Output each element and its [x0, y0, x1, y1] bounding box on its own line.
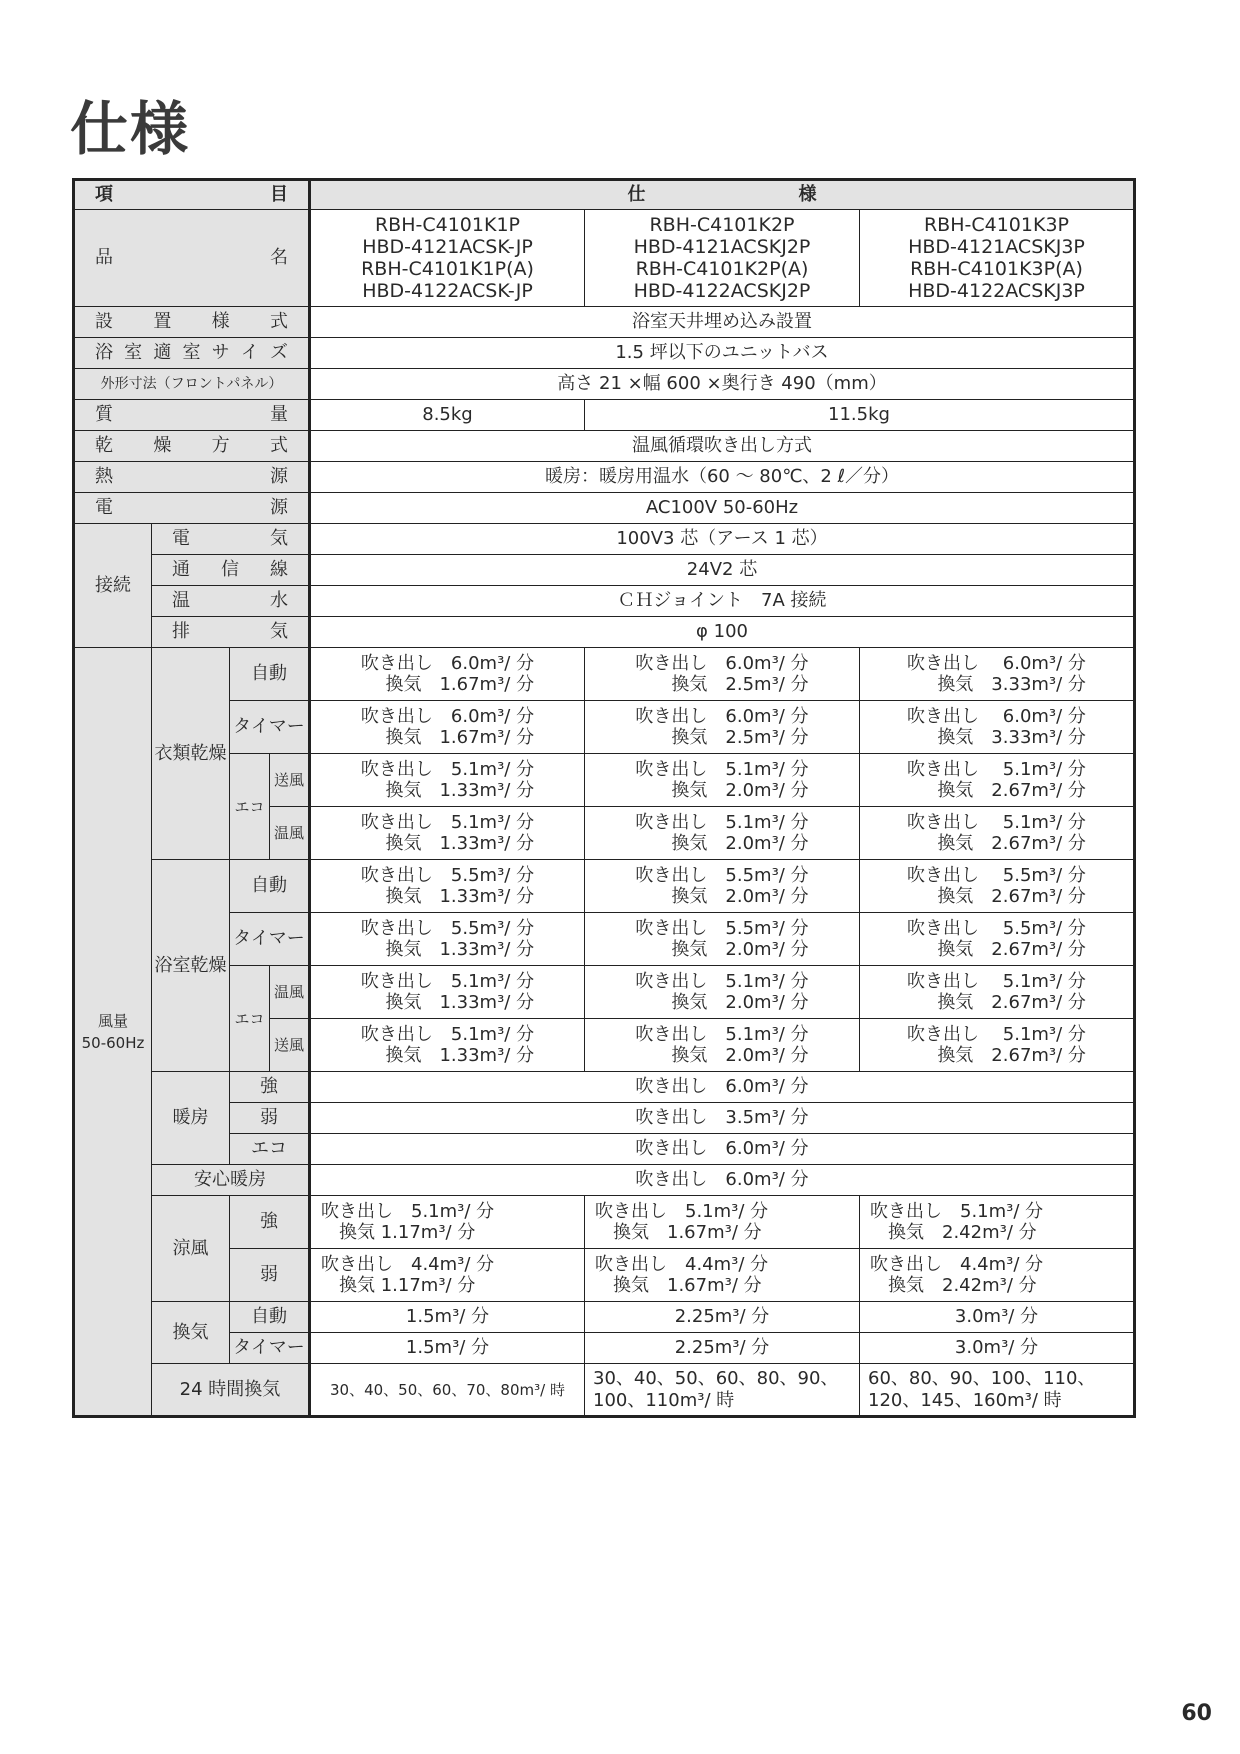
label-setchi: 設 置 様 式: [74, 307, 310, 338]
label-ryofu: 涼風: [152, 1196, 230, 1302]
flow-cell: 吹き出し 5.1m³/ 分 換気 1.33m³/ 分: [310, 754, 585, 807]
value-danbo-kyo: 吹き出し 6.0m³/ 分: [310, 1072, 1135, 1103]
flow-cell: 吹き出し 5.5m³/ 分 換気 2.0m³/ 分: [585, 860, 860, 913]
value-gaikei: 高さ 21 ×幅 600 ×奥行き 490（mm）: [310, 369, 1135, 400]
flow-cell: 吹き出し 4.4m³/ 分 換気 1.17m³/ 分: [310, 1249, 585, 1302]
label-yokushitsu-kanso: 浴室乾燥: [152, 860, 230, 1072]
value-dengen: AC100V 50-60Hz: [310, 493, 1135, 524]
flow-cell: 吹き出し 5.1m³/ 分 換気 2.67m³/ 分: [860, 807, 1135, 860]
label-jaku: 弱: [230, 1103, 310, 1134]
flow-cell: 吹き出し 4.4m³/ 分 換気 2.42m³/ 分: [860, 1249, 1135, 1302]
row-dengen: [74, 493, 1135, 524]
flow-cell: 吹き出し 5.5m³/ 分 換気 1.33m³/ 分: [310, 913, 585, 966]
value-tsushin: 24V2 芯: [310, 555, 1135, 586]
flow-cell: 吹き出し 5.1m³/ 分 換気 2.67m³/ 分: [860, 754, 1135, 807]
row-danbo-jaku: [74, 1103, 1135, 1134]
row-weight: [74, 400, 1135, 431]
row-kanso: [74, 431, 1135, 462]
label-irui: 衣類乾燥: [152, 648, 230, 860]
label-size: 浴 室 適 室 サ イ ズ: [74, 338, 310, 369]
flow-cell: 吹き出し 5.1m³/ 分 換気 2.0m³/ 分: [585, 1019, 860, 1072]
model-cell: RBH-C4101K1P HBD-4121ACSK-JP RBH-C4101K1P(A) HBD-4122ACSK-JP: [310, 210, 585, 307]
value-onsui: ＣＨジョイント 7A 接続: [310, 586, 1135, 617]
value-denki: 100V3 芯（アース 1 芯）: [310, 524, 1135, 555]
header-spec: 仕 様: [310, 180, 1135, 210]
row-setchi: [74, 307, 1135, 338]
label-eco: エコ: [230, 966, 270, 1072]
value-weight-1: 8.5kg: [310, 400, 585, 431]
row-conn-haiki: [74, 617, 1135, 648]
model-cell: RBH-C4101K2P HBD-4121ACSKJ2P RBH-C4101K2P(A) HBD-4122ACSKJ2P: [585, 210, 860, 307]
label-gaikei: 外形寸法（フロントパネル）: [74, 369, 310, 400]
flow-cell: 吹き出し 5.1m³/ 分 換気 1.17m³/ 分: [310, 1196, 585, 1249]
label-conn-onsui: 温 水: [152, 586, 310, 617]
flow-cell: 吹き出し 6.0m³/ 分 換気 2.5m³/ 分: [585, 648, 860, 701]
value-kanki: 3.0m³/ 分: [860, 1333, 1135, 1364]
flow-cell: 吹き出し 6.0m³/ 分 換気 3.33m³/ 分: [860, 648, 1135, 701]
row-netsugen: [74, 462, 1135, 493]
label-timer: タイマー: [230, 1333, 310, 1364]
value-kanki24: 30、40、50、60、80、90、 100、110m³/ 時: [585, 1364, 860, 1417]
label-kyo: 強: [230, 1072, 310, 1103]
row-gaikei: [74, 369, 1135, 400]
header-row: [74, 180, 1135, 210]
label-netsugen: 熱 源: [74, 462, 310, 493]
value-kanki24: 60、80、90、100、110、 120、145、160m³/ 時: [860, 1364, 1135, 1417]
row-conn-onsui: [74, 586, 1135, 617]
value-weight-2: 11.5kg: [585, 400, 1135, 431]
flow-cell: 吹き出し 5.1m³/ 分 換気 2.0m³/ 分: [585, 754, 860, 807]
value-anshin: 吹き出し 6.0m³/ 分: [310, 1165, 1135, 1196]
value-kanki: 2.25m³/ 分: [585, 1302, 860, 1333]
flow-cell: 吹き出し 5.1m³/ 分 換気 2.0m³/ 分: [585, 807, 860, 860]
flow-cell: 吹き出し 5.1m³/ 分 換気 2.42m³/ 分: [860, 1196, 1135, 1249]
value-haiki: φ 100: [310, 617, 1135, 648]
row-yoku-timer: [74, 913, 1135, 966]
row-ryofu-kyo: [74, 1196, 1135, 1249]
header-item: 項 目: [74, 180, 310, 210]
label-onpu: 温風: [270, 807, 310, 860]
flow-cell: 吹き出し 5.1m³/ 分 換気 2.67m³/ 分: [860, 1019, 1135, 1072]
page-title: 仕様: [70, 95, 191, 163]
label-jido: 自動: [230, 648, 310, 701]
spec-table: [72, 178, 1136, 1418]
label-jaku: 弱: [230, 1249, 310, 1302]
row-ryofu-jaku: [74, 1249, 1135, 1302]
label-anshin: 安心暖房: [152, 1165, 310, 1196]
row-irui-eco-sofu: [74, 754, 1135, 807]
value-size: 1.5 坪以下のユニットバス: [310, 338, 1135, 369]
row-irui-jido: [74, 648, 1135, 701]
row-size: [74, 338, 1135, 369]
label-eco: エコ: [230, 754, 270, 860]
flow-cell: 吹き出し 5.1m³/ 分 換気 2.67m³/ 分: [860, 966, 1135, 1019]
value-kanki: 3.0m³/ 分: [860, 1302, 1135, 1333]
value-setchi: 浴室天井埋め込み設置: [310, 307, 1135, 338]
label-danbo: 暖房: [152, 1072, 230, 1165]
label-kyo: 強: [230, 1196, 310, 1249]
label-dengen: 電 源: [74, 493, 310, 524]
model-row: [74, 210, 1135, 307]
value-danbo-eco: 吹き出し 6.0m³/ 分: [310, 1134, 1135, 1165]
row-anshin: [74, 1165, 1135, 1196]
row-kanki24: [74, 1364, 1135, 1417]
value-kanki: 2.25m³/ 分: [585, 1333, 860, 1364]
label-timer: タイマー: [230, 701, 310, 754]
flow-cell: 吹き出し 4.4m³/ 分 換気 1.67m³/ 分: [585, 1249, 860, 1302]
value-kanso: 温風循環吹き出し方式: [310, 431, 1135, 462]
flow-cell: 吹き出し 5.5m³/ 分 換気 2.67m³/ 分: [860, 860, 1135, 913]
flow-cell: 吹き出し 5.1m³/ 分 換気 1.33m³/ 分: [310, 966, 585, 1019]
flow-cell: 吹き出し 6.0m³/ 分 換気 3.33m³/ 分: [860, 701, 1135, 754]
label-timer: タイマー: [230, 913, 310, 966]
flow-cell: 吹き出し 6.0m³/ 分 換気 1.67m³/ 分: [310, 648, 585, 701]
flow-cell: 吹き出し 5.1m³/ 分 換気 1.67m³/ 分: [585, 1196, 860, 1249]
flow-cell: 吹き出し 6.0m³/ 分 換気 1.67m³/ 分: [310, 701, 585, 754]
label-weight: 質 量: [74, 400, 310, 431]
label-sofu: 送風: [270, 754, 310, 807]
row-yoku-jido: [74, 860, 1135, 913]
flow-cell: 吹き出し 5.1m³/ 分 換気 1.33m³/ 分: [310, 807, 585, 860]
label-furyo: 風量 50-60Hz: [74, 648, 152, 1417]
row-irui-timer: [74, 701, 1135, 754]
value-netsugen: 暖房：暖房用温水（60 ～ 80℃、2 ℓ／分）: [310, 462, 1135, 493]
row-yoku-eco-onpu: [74, 966, 1135, 1019]
label-kanki24: 24 時間換気: [152, 1364, 310, 1417]
label-conn-tsushin: 通 信 線: [152, 555, 310, 586]
value-kanki: 1.5m³/ 分: [310, 1333, 585, 1364]
label-sofu: 送風: [270, 1019, 310, 1072]
label-jido: 自動: [230, 860, 310, 913]
row-danbo-eco: [74, 1134, 1135, 1165]
label-conn-haiki: 排 気: [152, 617, 310, 648]
row-kanki-jido: [74, 1302, 1135, 1333]
label-eco: エコ: [230, 1134, 310, 1165]
value-danbo-jaku: 吹き出し 3.5m³/ 分: [310, 1103, 1135, 1134]
flow-cell: 吹き出し 5.1m³/ 分 換気 1.33m³/ 分: [310, 1019, 585, 1072]
flow-cell: 吹き出し 6.0m³/ 分 換気 2.5m³/ 分: [585, 701, 860, 754]
flow-cell: 吹き出し 5.5m³/ 分 換気 1.33m³/ 分: [310, 860, 585, 913]
row-conn-tsushin: [74, 555, 1135, 586]
label-jido: 自動: [230, 1302, 310, 1333]
flow-cell: 吹き出し 5.5m³/ 分 換気 2.67m³/ 分: [860, 913, 1135, 966]
flow-cell: 吹き出し 5.1m³/ 分 換気 2.0m³/ 分: [585, 966, 860, 1019]
label-setsuzoku: 接続: [74, 524, 152, 648]
label-kanso: 乾 燥 方 式: [74, 431, 310, 462]
value-kanki: 1.5m³/ 分: [310, 1302, 585, 1333]
model-cell: RBH-C4101K3P HBD-4121ACSKJ3P RBH-C4101K3P(A) HBD-4122ACSKJ3P: [860, 210, 1135, 307]
label-hinmei: 品 名: [74, 210, 310, 307]
label-kanki: 換気: [152, 1302, 230, 1364]
row-danbo-kyo: [74, 1072, 1135, 1103]
label-conn-denki: 電 気: [152, 524, 310, 555]
row-kanki-timer: [74, 1333, 1135, 1364]
label-onpu: 温風: [270, 966, 310, 1019]
page-number: 60: [1181, 1701, 1212, 1726]
row-conn-denki: [74, 524, 1135, 555]
flow-cell: 吹き出し 5.5m³/ 分 換気 2.0m³/ 分: [585, 913, 860, 966]
value-kanki24: 30、40、50、60、70、80m³/ 時: [310, 1364, 585, 1417]
